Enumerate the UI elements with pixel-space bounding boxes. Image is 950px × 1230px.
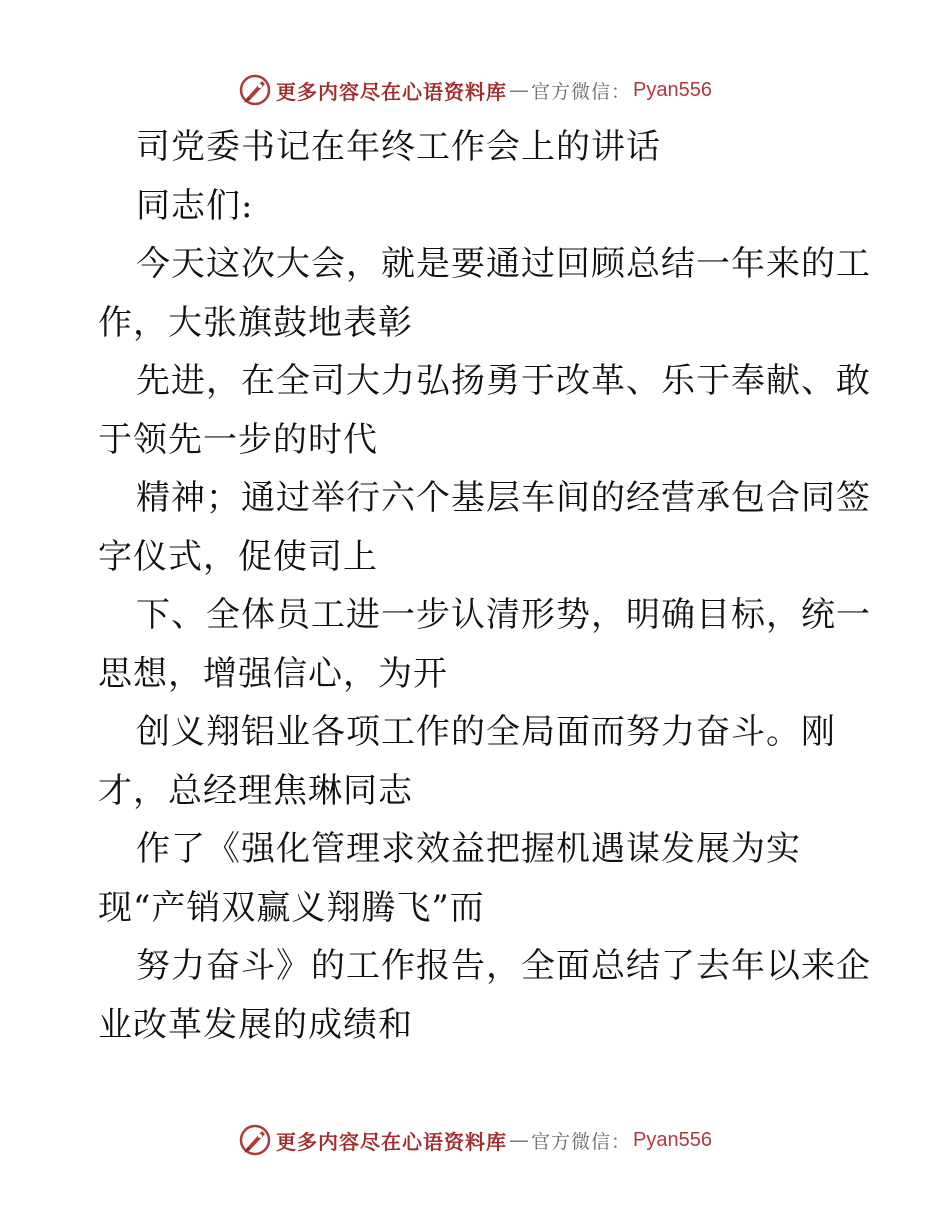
quill-pen-logo-icon: [238, 73, 272, 107]
quill-pen-logo-icon: [238, 1123, 272, 1157]
document-body: [98, 118, 871, 1054]
footer-banner: [0, 1120, 950, 1160]
paragraph-line: 今天这次大会，就是要通过回顾总结一年来的工: [136, 244, 871, 284]
paragraph-line: 业改革发展的成绩和: [98, 1004, 413, 1045]
promo-text: 更多内容尽在心语资料库: [276, 1129, 507, 1154]
header-banner: [0, 70, 950, 110]
wechat-id: Pyan556: [633, 1128, 712, 1151]
paragraph-line: 努力奋斗》的工作报告，全面总结了去年以来企: [136, 946, 871, 986]
paragraph-line: 精神；通过举行六个基层车间的经营承包合同签: [136, 478, 871, 518]
paragraph-line: 才，总经理焦琳同志: [98, 770, 413, 811]
paragraph-line: 字仪式，促使司上: [98, 536, 378, 577]
paragraph-line: 先进，在全司大力弘扬勇于改革、乐于奉献、敢: [136, 361, 871, 401]
document-title: 司党委书记在年终工作会上的讲话: [136, 127, 661, 167]
banner-separator: —: [509, 78, 529, 102]
paragraph-line: 作了《强化管理求效益把握机遇谋发展为实: [136, 829, 801, 869]
paragraph-line: 思想，增强信心，为开: [98, 653, 448, 694]
paragraph-line: 作，大张旗鼓地表彰: [98, 302, 413, 343]
wechat-id: Pyan556: [633, 78, 712, 101]
salutation: 同志们:: [136, 185, 254, 226]
banner-separator: —: [509, 1128, 529, 1152]
paragraph-line: 下、全体员工进一步认清形势，明确目标，统一: [136, 595, 871, 635]
paragraph-line: 现“产销双赢义翔腾飞”而: [98, 887, 485, 928]
paragraph-line: 创义翔铝业各项工作的全局面而努力奋斗。刚: [136, 712, 836, 752]
wechat-label: 官方微信：: [531, 1130, 632, 1153]
wechat-label: 官方微信：: [531, 80, 632, 103]
promo-text: 更多内容尽在心语资料库: [276, 79, 507, 104]
paragraph-line: 于领先一步的时代: [98, 419, 378, 460]
